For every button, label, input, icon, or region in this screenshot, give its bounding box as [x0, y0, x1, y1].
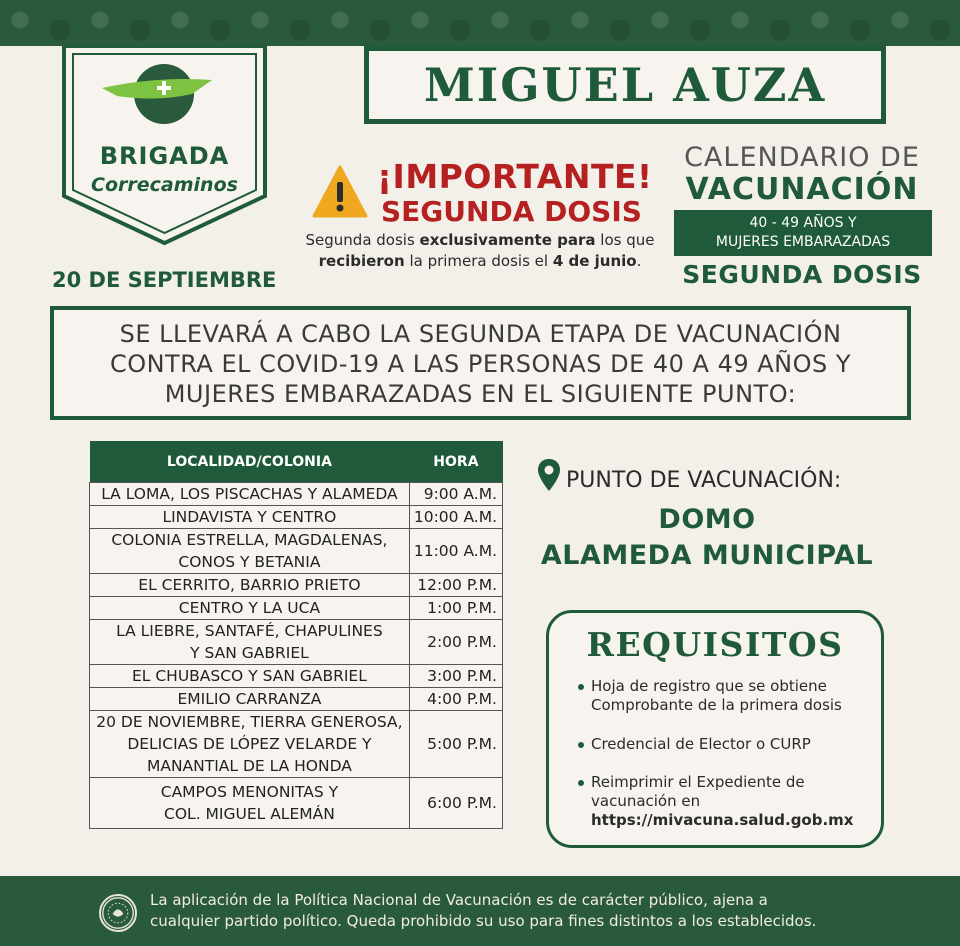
note-text-a: Segunda dosis	[305, 231, 420, 249]
table-row	[90, 597, 503, 620]
location-text: DELICIAS DE LÓPEZ VELARDE Y	[127, 735, 372, 753]
location-text: EMILIO CARRANZA	[177, 690, 322, 708]
badge-subtitle: Correcaminos	[91, 174, 238, 196]
location-cell	[90, 574, 410, 597]
requirements-box	[546, 610, 884, 848]
location-text: LINDAVISTA Y CENTRO	[162, 508, 337, 526]
vaccination-heading: VACUNACIÓN	[685, 172, 919, 207]
location-text: CENTRO Y LA UCA	[178, 599, 321, 617]
requirement-text: Reimprimir el Expediente de	[591, 773, 805, 791]
venue-name	[532, 502, 882, 574]
hour-cell: 2:00 P.M.	[409, 620, 502, 665]
map-pin-icon	[537, 458, 561, 492]
note-text-d: recibieron	[318, 252, 405, 270]
intro-line: MUJERES EMBARAZADAS EN EL SIGUIENTE PUNTO:	[164, 380, 797, 408]
calendar-second-dose: SEGUNDA DOSIS	[682, 260, 922, 289]
note-text-c: los que	[595, 231, 655, 249]
requirement-text: Credencial de Elector o CURP	[591, 735, 811, 753]
hour-cell: 3:00 P.M.	[409, 665, 502, 688]
age-group-line2: MUJERES EMBARAZADAS	[715, 234, 891, 250]
footer-disclaimer	[150, 890, 940, 932]
location-text: 20 DE NOVIEMBRE, TIERRA GENEROSA,	[96, 713, 403, 731]
location-text: MANANTIAL DE LA HONDA	[146, 757, 352, 775]
location-cell	[90, 597, 410, 620]
requirement-text: Hoja de registro que se obtiene	[591, 677, 827, 695]
location-text: LA LIEBRE, SANTAFÉ, CHAPULINES	[116, 622, 383, 640]
bullet-icon	[578, 684, 584, 690]
table-header-row	[90, 441, 503, 483]
table-row	[90, 688, 503, 711]
table-row	[90, 574, 503, 597]
bullet-icon	[578, 780, 584, 786]
schedule-table	[89, 441, 503, 829]
requirement-text: Comprobante de la primera dosis	[591, 696, 842, 714]
requirements-title: REQUISITOS	[586, 625, 844, 664]
intro-line: CONTRA EL COVID-19 A LAS PERSONAS DE 40 A 49 AÑOS Y	[109, 350, 852, 378]
requirement-item	[591, 677, 842, 715]
note-text-g: .	[636, 252, 642, 270]
intro-line: SE LLEVARÁ A CABO LA SEGUNDA ETAPA DE VACUNACIÓN	[119, 320, 842, 348]
note-text-e: la primera dosis el	[404, 252, 553, 270]
footer-line2: cualquier partido político. Queda prohibido su uso para fines distintos a los establecidos.	[150, 912, 817, 930]
municipality-title-box	[364, 46, 886, 124]
vaccination-record-link[interactable]: https://mivacuna.salud.gob.mx	[591, 811, 854, 829]
requirement-item	[591, 735, 811, 754]
table-row	[90, 506, 503, 529]
location-cell	[90, 688, 410, 711]
location-text: CONOS Y BETANIA	[178, 553, 321, 571]
location-cell	[90, 778, 410, 829]
location-text: COLONIA ESTRELLA, MAGDALENAS,	[111, 531, 388, 549]
second-dose-note	[300, 230, 660, 272]
location-cell	[90, 506, 410, 529]
location-text: LA LOMA, LOS PISCACHAS Y ALAMEDA	[101, 485, 398, 503]
event-date: 20 DE SEPTIEMBRE	[52, 268, 277, 292]
venue-name-line2: ALAMEDA MUNICIPAL	[540, 540, 874, 571]
bullet-icon	[578, 742, 584, 748]
top-decorative-band	[0, 0, 960, 46]
hour-cell: 5:00 P.M.	[409, 711, 502, 778]
table-row	[90, 483, 503, 506]
note-text-b: exclusivamente para	[419, 231, 596, 249]
table-row	[90, 665, 503, 688]
hour-cell: 12:00 P.M.	[409, 574, 502, 597]
location-cell	[90, 711, 410, 778]
location-column-header: LOCALIDAD/COLONIA	[90, 441, 410, 483]
hour-cell: 1:00 P.M.	[409, 597, 502, 620]
location-text: CAMPOS MENONITAS Y	[160, 783, 339, 801]
age-group-line1: 40 - 49 AÑOS Y	[749, 215, 857, 231]
calendar-heading: CALENDARIO DE	[684, 142, 920, 173]
hour-cell: 4:00 P.M.	[409, 688, 502, 711]
location-text: EL CERRITO, BARRIO PRIETO	[138, 576, 361, 594]
intro-box	[50, 306, 911, 420]
warning-icon	[312, 164, 368, 220]
second-dose-heading: SEGUNDA DOSIS	[381, 195, 642, 228]
requirement-text: vacunación en	[591, 792, 701, 810]
hour-cell: 6:00 P.M.	[409, 778, 502, 829]
badge-title: BRIGADA	[99, 142, 230, 170]
venue-name-line1: DOMO	[658, 504, 756, 535]
hour-cell: 11:00 A.M.	[409, 529, 502, 574]
table-row	[90, 711, 503, 778]
location-text: Y SAN GABRIEL	[190, 644, 309, 662]
venue-label: PUNTO DE VACUNACIÓN:	[566, 468, 842, 493]
important-heading: ¡IMPORTANTE!	[377, 157, 653, 196]
hour-cell: 10:00 A.M.	[409, 506, 502, 529]
footer-line1: La aplicación de la Política Nacional de Vacunación es de carácter público, ajena a	[150, 891, 768, 909]
national-seal-icon	[99, 894, 137, 932]
table-row	[90, 620, 503, 665]
requirement-item	[591, 773, 853, 830]
age-group-box	[674, 210, 932, 256]
table-row	[90, 778, 503, 829]
location-text: EL CHUBASCO Y SAN GABRIEL	[131, 667, 367, 685]
location-text: COL. MIGUEL ALEMÁN	[164, 805, 335, 823]
location-cell	[90, 665, 410, 688]
table-row	[90, 529, 503, 574]
municipality-title: MIGUEL AUZA	[423, 58, 827, 112]
hour-cell: 9:00 A.M.	[409, 483, 502, 506]
location-cell	[90, 620, 410, 665]
note-text-f: 4 de junio	[552, 252, 637, 270]
brigada-badge	[62, 46, 267, 246]
hour-column-header: HORA	[409, 441, 502, 483]
location-cell	[90, 483, 410, 506]
location-cell	[90, 529, 410, 574]
